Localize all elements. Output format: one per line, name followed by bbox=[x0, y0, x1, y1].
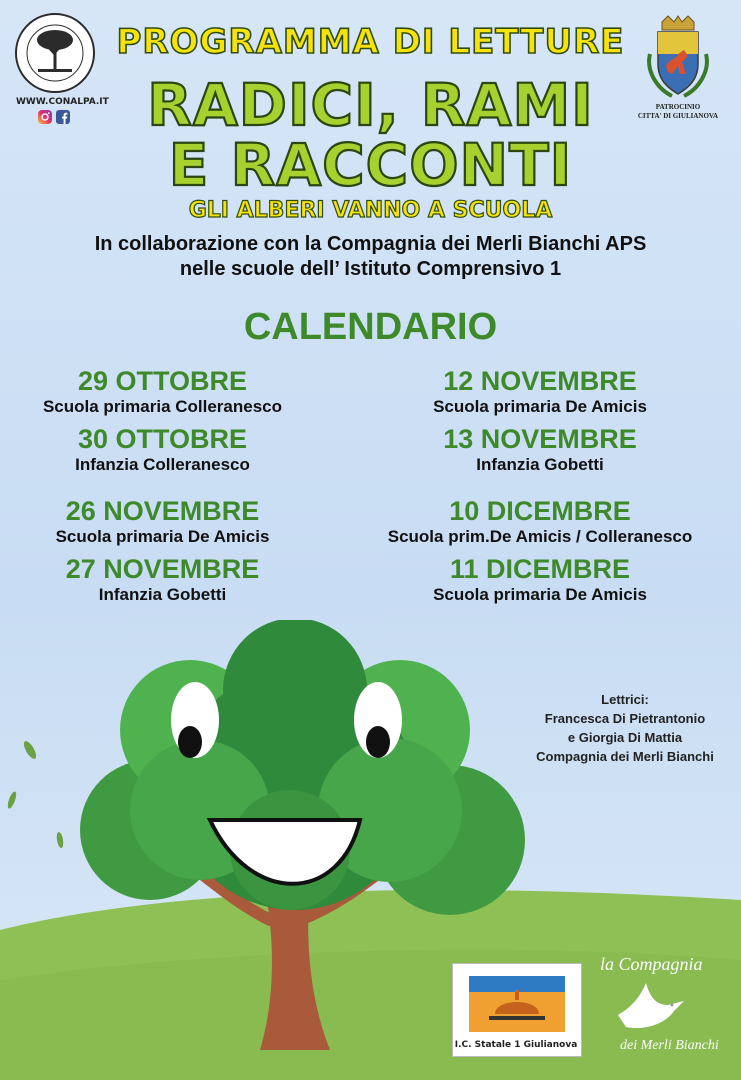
event-left-2 bbox=[0, 424, 325, 475]
main-title-line1: RADICI, RAMI bbox=[147, 71, 594, 139]
event-place: Scuola primaria De Amicis bbox=[433, 585, 647, 604]
reader-name-2: e Giorgia Di Mattia bbox=[567, 730, 683, 745]
event-right-4 bbox=[350, 554, 730, 605]
event-left-3 bbox=[0, 496, 325, 547]
event-left-4 bbox=[0, 554, 325, 605]
event-date: 13 NOVEMBRE bbox=[443, 424, 637, 454]
event-date: 12 NOVEMBRE bbox=[443, 366, 637, 396]
event-date: 26 NOVEMBRE bbox=[65, 496, 260, 526]
event-place: Infanzia Gobetti bbox=[98, 585, 227, 604]
event-right-1 bbox=[350, 366, 730, 417]
readers-label: Lettrici: bbox=[601, 692, 649, 707]
event-date: 27 NOVEMBRE bbox=[65, 554, 260, 584]
collaboration-text bbox=[0, 232, 741, 282]
school-label: I.C. Statale 1 Giulianova bbox=[454, 1040, 578, 1050]
collab-line2: nelle scuole dell’ Istituto Comprensivo 1 bbox=[179, 258, 562, 280]
program-title: PROGRAMMA DI LETTURE bbox=[116, 22, 625, 62]
patrocinio-line2: CITTA' DI GIULIANOVA bbox=[637, 112, 719, 120]
event-right-2 bbox=[350, 424, 730, 475]
event-date: 30 OTTOBRE bbox=[77, 424, 248, 454]
event-place: Infanzia Colleranesco bbox=[75, 455, 250, 474]
event-place: Infanzia Gobetti bbox=[476, 455, 604, 474]
merli-logo-line1: la Compagnia bbox=[600, 954, 703, 974]
collab-line1: In collaborazione con la Compagnia dei Merli Bianchi APS bbox=[94, 233, 647, 255]
event-place: Scuola primaria De Amicis bbox=[433, 397, 647, 416]
event-place: Scuola primaria Colleranesco bbox=[42, 397, 283, 416]
reader-name-1: Francesca Di Pietrantonio bbox=[544, 711, 706, 726]
main-title-line2: E RACCONTI bbox=[168, 131, 573, 199]
event-date: 10 DICEMBRE bbox=[449, 496, 631, 526]
event-place: Scuola prim.De Amicis / Colleranesco bbox=[387, 527, 693, 546]
patrocinio-line1: PATROCINIO bbox=[655, 103, 701, 111]
event-date: 11 DICEMBRE bbox=[449, 554, 631, 584]
white-bird-icon bbox=[612, 975, 692, 1037]
website-text[interactable]: WWW.CONALPA.IT bbox=[16, 97, 109, 107]
school-dome-icon bbox=[453, 964, 581, 1040]
readers-block bbox=[505, 690, 741, 766]
merli-logo-line2: dei Merli Bianchi bbox=[620, 1038, 719, 1053]
subtitle: GLI ALBERI VANNO A SCUOLA bbox=[188, 198, 553, 223]
event-date: 29 OTTOBRE bbox=[77, 366, 248, 396]
readers-company: Compagnia dei Merli Bianchi bbox=[536, 749, 714, 764]
calendar-title: CALENDARIO bbox=[243, 306, 498, 348]
event-right-3 bbox=[350, 496, 730, 547]
event-place: Scuola primaria De Amicis bbox=[55, 527, 270, 546]
event-left-1 bbox=[0, 366, 325, 417]
